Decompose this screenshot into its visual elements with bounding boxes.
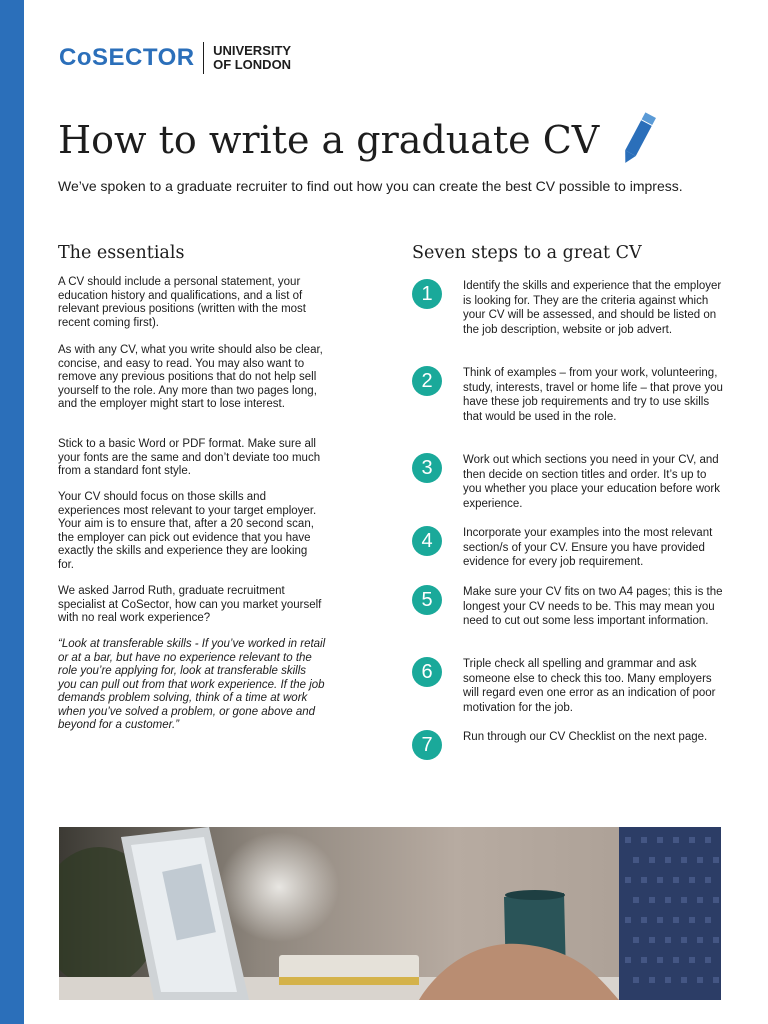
step-number-badge: 6: [412, 657, 442, 687]
step-text: Triple check all spelling and grammar and ask someone else to check this too. Many employers will regard even one error as an indication of poor motivation for the job.: [463, 658, 716, 714]
essentials-paragraph: Your CV should focus on those skills and experiences most relevant to your target employer. Your aim is to ensure that, after a 20 second scan, the employer can pick out evidence that you have exactly the skills and experience they are looking for.: [58, 491, 317, 571]
step-text: Think of examples – from your work, volunteering, study, interests, travel or home life – that prove you have these job requirements and try to use skills that would be used in the role.: [463, 367, 723, 423]
logo-divider: [203, 42, 205, 74]
laptop-photo: [59, 827, 721, 1000]
essentials-paragraph: Stick to a basic Word or PDF format. Make sure all your fonts are the same and don’t deviate too much from a standard font style.: [58, 438, 321, 477]
essentials-paragraph: We asked Jarrod Ruth, graduate recruitment specialist at CoSector, how can you market yourself with no real work experience?: [58, 585, 322, 624]
steps-heading: Seven steps to a great CV: [412, 243, 642, 263]
step-text: Work out which sections you need in your CV, and then decide on section titles and order. It’s up to you whether you place your education before work experience.: [463, 454, 720, 510]
step-number-badge: 4: [412, 526, 442, 556]
pencil-icon: [618, 110, 658, 168]
step-number-badge: 5: [412, 585, 442, 615]
cosector-logo: [59, 42, 291, 74]
recruiter-quote: “Look at transferable skills - If you’ve worked in retail or at a bar, but have no experience relevant to the role you’re applying for, look at transferable skills you can pull out from that work experience. If the job demands problem solving, think of a time at work when you’ve solved a problem, or gone above and beyond for a customer.”: [58, 638, 326, 731]
step-text: Make sure your CV fits on two A4 pages; this is the longest your CV needs to be. This may mean you need to cut out some less important information.: [463, 586, 723, 627]
intro-text: We’ve spoken to a graduate recruiter to find out how you can create the best CV possible to impress.: [58, 178, 683, 194]
step-number-badge: 3: [412, 453, 442, 483]
step-text: Run through our CV Checklist on the next page.: [463, 731, 708, 743]
laptop-photo-illustration: [59, 827, 721, 1000]
essentials-paragraph: As with any CV, what you write should also be clear, concise, and easy to read. You may also want to remove any previous positions that do not help sell yourself to the role. Any more than two pages long, and the employer might start to lose interest.: [58, 344, 323, 410]
step-text: Incorporate your examples into the most relevant section/s of your CV. Ensure you have provided evidence for every job requirement.: [463, 527, 713, 568]
side-accent-bar: [0, 0, 24, 1024]
logo-university-line2: OF LONDON: [213, 57, 292, 72]
step-number-badge: 2: [412, 366, 442, 396]
logo-brand: CoSECTOR: [59, 44, 195, 71]
logo-university: [213, 44, 291, 72]
step-number-badge: 7: [412, 730, 442, 760]
essentials-paragraph: A CV should include a personal statement, your education history and qualifications, and a list of relevant previous positions (written with the most recent coming first).: [58, 276, 306, 329]
logo-university-line1: UNIVERSITY: [213, 43, 292, 58]
essentials-heading: The essentials: [58, 243, 185, 263]
page-title: How to write a graduate CV: [58, 118, 600, 162]
step-number-badge: 1: [412, 279, 442, 309]
step-text: Identify the skills and experience that the employer is looking for. They are the criteria against which your CV will be assessed, and should be listed on the job description, website or job advert.: [463, 280, 722, 336]
